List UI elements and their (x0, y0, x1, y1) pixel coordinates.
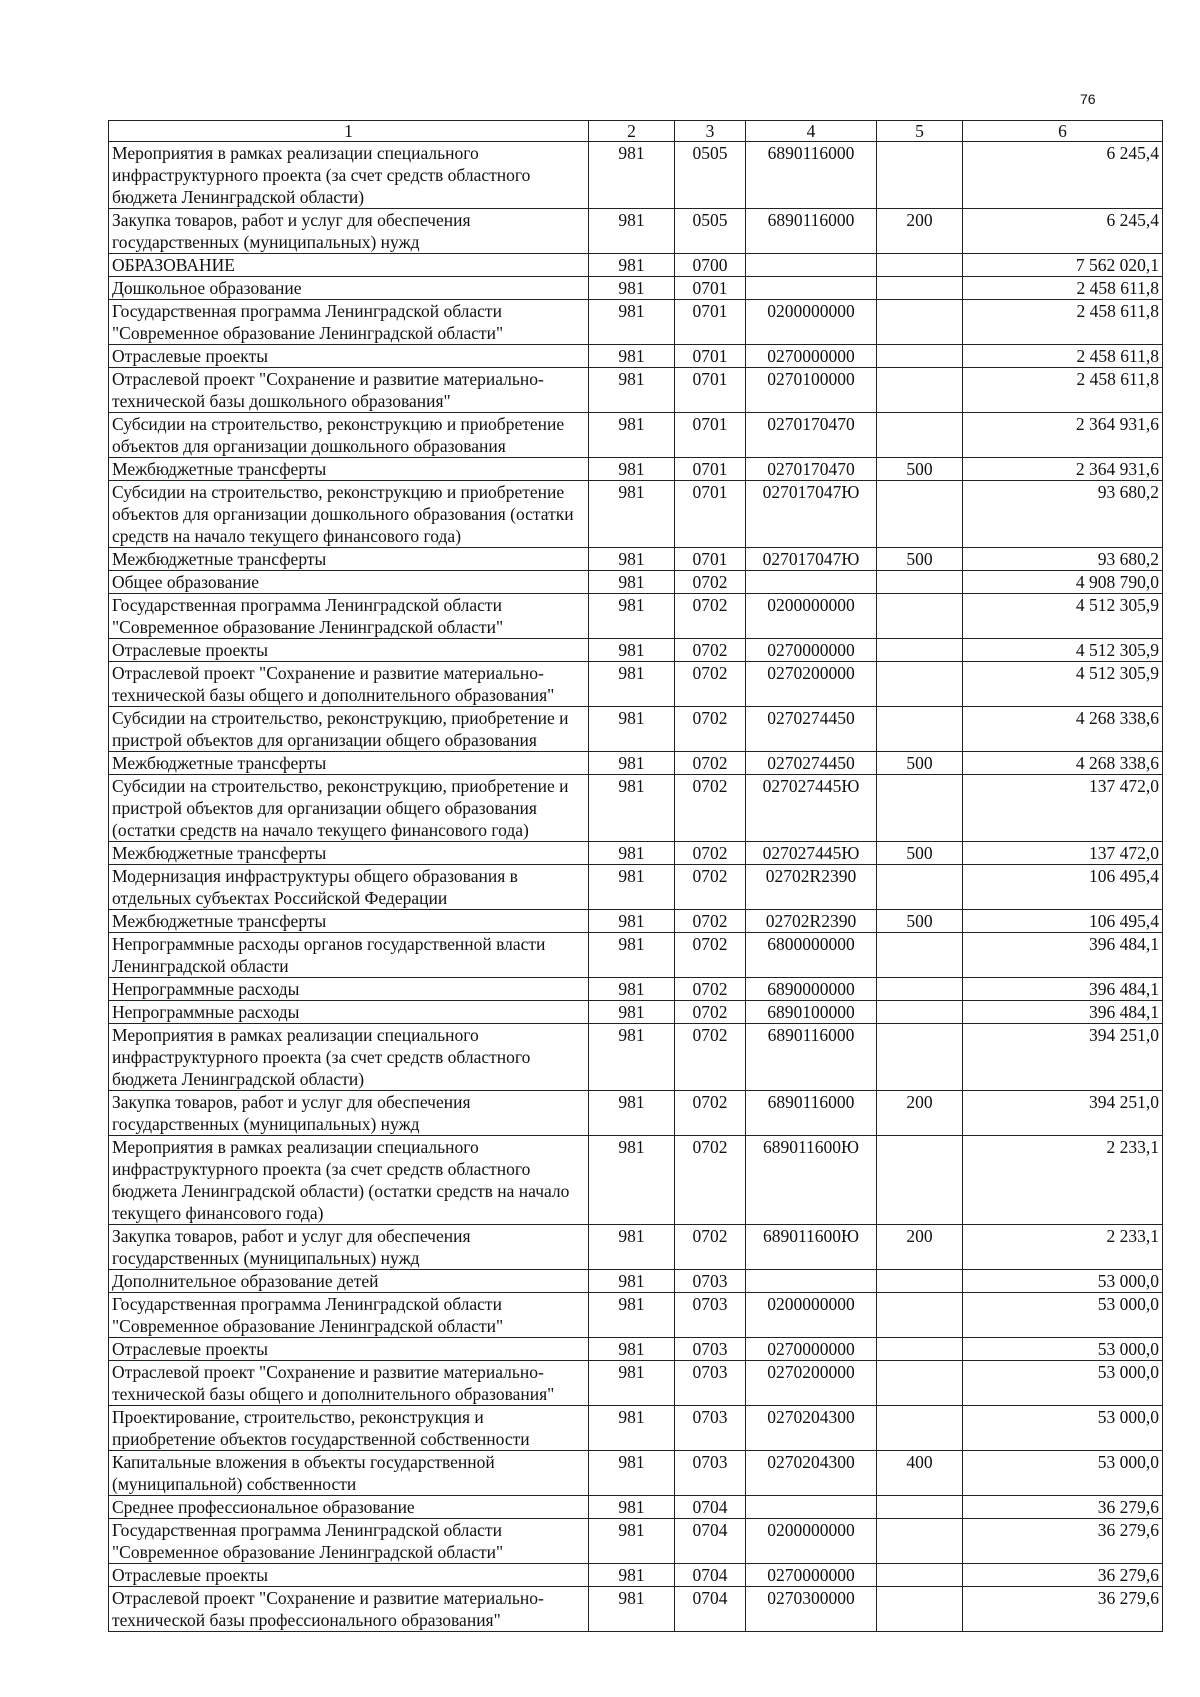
amount-cell: 53 000,0 (963, 1451, 1163, 1496)
amount-cell: 6 245,4 (963, 142, 1163, 209)
item-name-cell: Субсидии на строительство, реконструкцию и приобретение объектов для организации дошкольного образования (109, 413, 589, 458)
expense-type-code-cell (877, 978, 963, 1001)
ministry-code-cell: 981 (589, 639, 675, 662)
ministry-code-cell: 981 (589, 707, 675, 752)
item-name-cell: Межбюджетные трансферты (109, 458, 589, 481)
table-row (109, 842, 1163, 865)
expense-type-code-cell (877, 1136, 963, 1225)
expense-type-code-cell (877, 300, 963, 345)
item-name-cell: Мероприятия в рамках реализации специального инфраструктурного проекта (за счет средств областного бюджета Ленинградской области) (109, 1024, 589, 1091)
section-code-cell: 0701 (675, 481, 746, 548)
item-name-cell: Проектирование, строительство, реконструкция и приобретение объектов государственной собственности (109, 1406, 589, 1451)
section-code-cell: 0702 (675, 933, 746, 978)
ministry-code-cell: 981 (589, 775, 675, 842)
target-article-code-cell: 0270274450 (746, 752, 877, 775)
target-article-code-cell: 0270000000 (746, 639, 877, 662)
section-code-cell: 0702 (675, 910, 746, 933)
amount-cell: 394 251,0 (963, 1091, 1163, 1136)
amount-cell: 53 000,0 (963, 1406, 1163, 1451)
item-name-cell: ОБРАЗОВАНИЕ (109, 254, 589, 277)
item-name-cell: Государственная программа Ленинградской области "Современное образование Ленинградской области" (109, 300, 589, 345)
amount-cell: 36 279,6 (963, 1587, 1163, 1632)
amount-cell: 2 233,1 (963, 1136, 1163, 1225)
amount-cell: 2 458 611,8 (963, 368, 1163, 413)
ministry-code-cell: 981 (589, 978, 675, 1001)
amount-cell: 394 251,0 (963, 1024, 1163, 1091)
table-row (109, 1270, 1163, 1293)
amount-cell: 53 000,0 (963, 1361, 1163, 1406)
section-code-cell: 0702 (675, 978, 746, 1001)
expense-type-code-cell (877, 254, 963, 277)
item-name-cell: Дошкольное образование (109, 277, 589, 300)
section-code-cell: 0702 (675, 752, 746, 775)
expense-type-code-cell (877, 345, 963, 368)
table-row (109, 1519, 1163, 1564)
ministry-code-cell: 981 (589, 277, 675, 300)
table-row (109, 1496, 1163, 1519)
section-code-cell: 0702 (675, 865, 746, 910)
amount-cell: 53 000,0 (963, 1270, 1163, 1293)
item-name-cell: Общее образование (109, 571, 589, 594)
item-name-cell: Межбюджетные трансферты (109, 548, 589, 571)
ministry-code-cell: 981 (589, 1136, 675, 1225)
section-code-cell: 0701 (675, 368, 746, 413)
expense-type-code-cell (877, 142, 963, 209)
section-code-cell: 0702 (675, 775, 746, 842)
ministry-code-cell: 981 (589, 1270, 675, 1293)
ministry-code-cell: 981 (589, 842, 675, 865)
item-name-cell: Отраслевые проекты (109, 1338, 589, 1361)
column-header-2: 2 (589, 121, 675, 142)
amount-cell: 2 233,1 (963, 1225, 1163, 1270)
table-row (109, 662, 1163, 707)
section-code-cell: 0704 (675, 1587, 746, 1632)
ministry-code-cell: 981 (589, 458, 675, 481)
ministry-code-cell: 981 (589, 481, 675, 548)
item-name-cell: Межбюджетные трансферты (109, 752, 589, 775)
item-name-cell: Отраслевой проект "Сохранение и развитие материально- технической базы общего и дополнительного образования" (109, 1361, 589, 1406)
table-row (109, 142, 1163, 209)
section-code-cell: 0702 (675, 1024, 746, 1091)
section-code-cell: 0702 (675, 1225, 746, 1270)
expense-type-code-cell (877, 1293, 963, 1338)
section-code-cell: 0702 (675, 571, 746, 594)
ministry-code-cell: 981 (589, 1001, 675, 1024)
section-code-cell: 0702 (675, 662, 746, 707)
target-article-code-cell: 6890000000 (746, 978, 877, 1001)
expense-type-code-cell (877, 639, 963, 662)
item-name-cell: Государственная программа Ленинградской области "Современное образование Ленинградской области" (109, 1519, 589, 1564)
item-name-cell: Непрограммные расходы органов государственной власти Ленинградской области (109, 933, 589, 978)
budget-table (108, 120, 1163, 1632)
ministry-code-cell: 981 (589, 865, 675, 910)
target-article-code-cell: 0270000000 (746, 1338, 877, 1361)
expense-type-code-cell (877, 1519, 963, 1564)
ministry-code-cell: 981 (589, 1293, 675, 1338)
target-article-code-cell: 0270204300 (746, 1451, 877, 1496)
expense-type-code-cell (877, 1496, 963, 1519)
table-row (109, 548, 1163, 571)
item-name-cell: Мероприятия в рамках реализации специального инфраструктурного проекта (за счет средств областного бюджета Ленинградской области) (109, 142, 589, 209)
item-name-cell: Субсидии на строительство, реконструкцию, приобретение и пристрой объектов для организации общего образования (109, 707, 589, 752)
expense-type-code-cell (877, 662, 963, 707)
expense-type-code-cell (877, 1338, 963, 1361)
amount-cell: 4 512 305,9 (963, 594, 1163, 639)
table-row (109, 707, 1163, 752)
expense-type-code-cell (877, 594, 963, 639)
expense-type-code-cell (877, 413, 963, 458)
ministry-code-cell: 981 (589, 1519, 675, 1564)
section-code-cell: 0703 (675, 1451, 746, 1496)
amount-cell: 4 268 338,6 (963, 707, 1163, 752)
section-code-cell: 0702 (675, 594, 746, 639)
target-article-code-cell (746, 1270, 877, 1293)
table-row (109, 345, 1163, 368)
target-article-code-cell: 6890116000 (746, 1091, 877, 1136)
section-code-cell: 0703 (675, 1406, 746, 1451)
section-code-cell: 0702 (675, 842, 746, 865)
table-row (109, 933, 1163, 978)
table-row (109, 458, 1163, 481)
table-row (109, 1451, 1163, 1496)
target-article-code-cell: 0270300000 (746, 1587, 877, 1632)
item-name-cell: Отраслевые проекты (109, 1564, 589, 1587)
amount-cell: 2 458 611,8 (963, 300, 1163, 345)
ministry-code-cell: 981 (589, 142, 675, 209)
column-header-6: 6 (963, 121, 1163, 142)
item-name-cell: Государственная программа Ленинградской области "Современное образование Ленинградской области" (109, 594, 589, 639)
target-article-code-cell: 6800000000 (746, 933, 877, 978)
amount-cell: 2 458 611,8 (963, 277, 1163, 300)
amount-cell: 4 268 338,6 (963, 752, 1163, 775)
table-row (109, 775, 1163, 842)
item-name-cell: Отраслевой проект "Сохранение и развитие материально- технической базы профессионального образования" (109, 1587, 589, 1632)
amount-cell: 396 484,1 (963, 1001, 1163, 1024)
table-row (109, 865, 1163, 910)
item-name-cell: Субсидии на строительство, реконструкцию и приобретение объектов для организации дошкольного образования (остатки средств на начало текущего финансового года) (109, 481, 589, 548)
table-row (109, 481, 1163, 548)
item-name-cell: Отраслевой проект "Сохранение и развитие материально- технической базы общего и дополнительного образования" (109, 662, 589, 707)
item-name-cell: Закупка товаров, работ и услуг для обеспечения государственных (муниципальных) нужд (109, 1091, 589, 1136)
table-row (109, 571, 1163, 594)
section-code-cell: 0704 (675, 1519, 746, 1564)
amount-cell: 7 562 020,1 (963, 254, 1163, 277)
target-article-code-cell: 027027445Ю (746, 775, 877, 842)
expense-type-code-cell: 500 (877, 458, 963, 481)
item-name-cell: Государственная программа Ленинградской области "Современное образование Ленинградской области" (109, 1293, 589, 1338)
target-article-code-cell: 0200000000 (746, 1293, 877, 1338)
expense-type-code-cell: 500 (877, 752, 963, 775)
amount-cell: 4 512 305,9 (963, 662, 1163, 707)
table-row (109, 1293, 1163, 1338)
target-article-code-cell (746, 277, 877, 300)
item-name-cell: Мероприятия в рамках реализации специального инфраструктурного проекта (за счет средств областного бюджета Ленинградской области) (остатки средств на начало текущего финансового года) (109, 1136, 589, 1225)
ministry-code-cell: 981 (589, 752, 675, 775)
section-code-cell: 0701 (675, 300, 746, 345)
target-article-code-cell (746, 1496, 877, 1519)
table-row (109, 1361, 1163, 1406)
ministry-code-cell: 981 (589, 910, 675, 933)
target-article-code-cell (746, 571, 877, 594)
target-article-code-cell: 0270274450 (746, 707, 877, 752)
expense-type-code-cell (877, 1564, 963, 1587)
item-name-cell: Капитальные вложения в объекты государственной (муниципальной) собственности (109, 1451, 589, 1496)
table-row (109, 1338, 1163, 1361)
section-code-cell: 0702 (675, 1136, 746, 1225)
ministry-code-cell: 981 (589, 933, 675, 978)
item-name-cell: Модернизация инфраструктуры общего образования в отдельных субъектах Российской Федерации (109, 865, 589, 910)
expense-type-code-cell (877, 1270, 963, 1293)
amount-cell: 4 908 790,0 (963, 571, 1163, 594)
ministry-code-cell: 981 (589, 1496, 675, 1519)
amount-cell: 36 279,6 (963, 1564, 1163, 1587)
target-article-code-cell: 0270170470 (746, 458, 877, 481)
section-code-cell: 0701 (675, 277, 746, 300)
amount-cell: 137 472,0 (963, 842, 1163, 865)
amount-cell: 2 364 931,6 (963, 413, 1163, 458)
section-code-cell: 0701 (675, 413, 746, 458)
table-row (109, 413, 1163, 458)
amount-cell: 396 484,1 (963, 978, 1163, 1001)
expense-type-code-cell (877, 571, 963, 594)
table-row (109, 978, 1163, 1001)
target-article-code-cell: 6890100000 (746, 1001, 877, 1024)
section-code-cell: 0703 (675, 1361, 746, 1406)
target-article-code-cell: 0270100000 (746, 368, 877, 413)
section-code-cell: 0702 (675, 1091, 746, 1136)
item-name-cell: Отраслевые проекты (109, 345, 589, 368)
target-article-code-cell: 0270000000 (746, 1564, 877, 1587)
table-row (109, 639, 1163, 662)
expense-type-code-cell: 200 (877, 1225, 963, 1270)
section-code-cell: 0703 (675, 1270, 746, 1293)
table-row (109, 910, 1163, 933)
expense-type-code-cell (877, 1024, 963, 1091)
table-row (109, 1225, 1163, 1270)
amount-cell: 93 680,2 (963, 548, 1163, 571)
column-header-3: 3 (675, 121, 746, 142)
expense-type-code-cell: 500 (877, 910, 963, 933)
target-article-code-cell: 6890116000 (746, 209, 877, 254)
expense-type-code-cell (877, 368, 963, 413)
expense-type-code-cell (877, 1406, 963, 1451)
target-article-code-cell: 0270170470 (746, 413, 877, 458)
expense-type-code-cell: 400 (877, 1451, 963, 1496)
section-code-cell: 0701 (675, 345, 746, 368)
table-row (109, 1001, 1163, 1024)
section-code-cell: 0702 (675, 707, 746, 752)
ministry-code-cell: 981 (589, 300, 675, 345)
table-row (109, 254, 1163, 277)
amount-cell: 106 495,4 (963, 865, 1163, 910)
item-name-cell: Среднее профессиональное образование (109, 1496, 589, 1519)
section-code-cell: 0700 (675, 254, 746, 277)
expense-type-code-cell (877, 277, 963, 300)
ministry-code-cell: 981 (589, 1361, 675, 1406)
ministry-code-cell: 981 (589, 254, 675, 277)
section-code-cell: 0702 (675, 639, 746, 662)
expense-type-code-cell (877, 707, 963, 752)
target-article-code-cell: 6890116000 (746, 1024, 877, 1091)
section-code-cell: 0505 (675, 209, 746, 254)
column-header-1: 1 (109, 121, 589, 142)
expense-type-code-cell (877, 1587, 963, 1632)
section-code-cell: 0701 (675, 548, 746, 571)
item-name-cell: Закупка товаров, работ и услуг для обеспечения государственных (муниципальных) нужд (109, 209, 589, 254)
target-article-code-cell: 689011600Ю (746, 1225, 877, 1270)
ministry-code-cell: 981 (589, 413, 675, 458)
section-code-cell: 0704 (675, 1496, 746, 1519)
expense-type-code-cell: 200 (877, 209, 963, 254)
table-row (109, 209, 1163, 254)
section-code-cell: 0703 (675, 1338, 746, 1361)
ministry-code-cell: 981 (589, 1225, 675, 1270)
target-article-code-cell: 0270000000 (746, 345, 877, 368)
table-row (109, 1564, 1163, 1587)
ministry-code-cell: 981 (589, 345, 675, 368)
target-article-code-cell: 027017047Ю (746, 548, 877, 571)
amount-cell: 36 279,6 (963, 1496, 1163, 1519)
table-row (109, 752, 1163, 775)
table-row (109, 1024, 1163, 1091)
table-row (109, 1091, 1163, 1136)
item-name-cell: Отраслевой проект "Сохранение и развитие материально- технической базы дошкольного образования" (109, 368, 589, 413)
table-row (109, 368, 1163, 413)
target-article-code-cell: 0200000000 (746, 300, 877, 345)
target-article-code-cell: 0200000000 (746, 1519, 877, 1564)
ministry-code-cell: 981 (589, 1564, 675, 1587)
ministry-code-cell: 981 (589, 1091, 675, 1136)
table-row (109, 594, 1163, 639)
ministry-code-cell: 981 (589, 594, 675, 639)
target-article-code-cell: 689011600Ю (746, 1136, 877, 1225)
ministry-code-cell: 981 (589, 1338, 675, 1361)
amount-cell: 2 364 931,6 (963, 458, 1163, 481)
item-name-cell: Дополнительное образование детей (109, 1270, 589, 1293)
expense-type-code-cell (877, 1361, 963, 1406)
item-name-cell: Отраслевые проекты (109, 639, 589, 662)
item-name-cell: Межбюджетные трансферты (109, 910, 589, 933)
table-row (109, 1406, 1163, 1451)
section-code-cell: 0505 (675, 142, 746, 209)
ministry-code-cell: 981 (589, 1451, 675, 1496)
header-row (109, 121, 1163, 142)
section-code-cell: 0703 (675, 1293, 746, 1338)
expense-type-code-cell (877, 865, 963, 910)
amount-cell: 396 484,1 (963, 933, 1163, 978)
amount-cell: 6 245,4 (963, 209, 1163, 254)
amount-cell: 137 472,0 (963, 775, 1163, 842)
amount-cell: 36 279,6 (963, 1519, 1163, 1564)
section-code-cell: 0701 (675, 458, 746, 481)
section-code-cell: 0702 (675, 1001, 746, 1024)
target-article-code-cell: 02702R2390 (746, 910, 877, 933)
target-article-code-cell: 6890116000 (746, 142, 877, 209)
table-row (109, 300, 1163, 345)
expense-type-code-cell (877, 481, 963, 548)
amount-cell: 53 000,0 (963, 1338, 1163, 1361)
ministry-code-cell: 981 (589, 548, 675, 571)
page-number: 76 (1080, 91, 1096, 107)
ministry-code-cell: 981 (589, 1406, 675, 1451)
expense-type-code-cell (877, 775, 963, 842)
target-article-code-cell: 0200000000 (746, 594, 877, 639)
item-name-cell: Закупка товаров, работ и услуг для обеспечения государственных (муниципальных) нужд (109, 1225, 589, 1270)
expense-type-code-cell (877, 1001, 963, 1024)
target-article-code-cell: 0270204300 (746, 1406, 877, 1451)
amount-cell: 53 000,0 (963, 1293, 1163, 1338)
amount-cell: 2 458 611,8 (963, 345, 1163, 368)
ministry-code-cell: 981 (589, 1587, 675, 1632)
amount-cell: 93 680,2 (963, 481, 1163, 548)
expense-type-code-cell: 500 (877, 548, 963, 571)
section-code-cell: 0704 (675, 1564, 746, 1587)
ministry-code-cell: 981 (589, 368, 675, 413)
target-article-code-cell: 027017047Ю (746, 481, 877, 548)
target-article-code-cell: 0270200000 (746, 662, 877, 707)
expense-type-code-cell: 200 (877, 1091, 963, 1136)
item-name-cell: Непрограммные расходы (109, 1001, 589, 1024)
amount-cell: 106 495,4 (963, 910, 1163, 933)
item-name-cell: Непрограммные расходы (109, 978, 589, 1001)
column-header-5: 5 (877, 121, 963, 142)
table-row (109, 1136, 1163, 1225)
target-article-code-cell (746, 254, 877, 277)
expense-type-code-cell: 500 (877, 842, 963, 865)
item-name-cell: Межбюджетные трансферты (109, 842, 589, 865)
table-row (109, 277, 1163, 300)
ministry-code-cell: 981 (589, 571, 675, 594)
column-header-4: 4 (746, 121, 877, 142)
expense-type-code-cell (877, 933, 963, 978)
item-name-cell: Субсидии на строительство, реконструкцию, приобретение и пристрой объектов для организации общего образования (остатки средств на начало текущего финансового года) (109, 775, 589, 842)
target-article-code-cell: 0270200000 (746, 1361, 877, 1406)
amount-cell: 4 512 305,9 (963, 639, 1163, 662)
target-article-code-cell: 02702R2390 (746, 865, 877, 910)
table-row (109, 1587, 1163, 1632)
ministry-code-cell: 981 (589, 1024, 675, 1091)
ministry-code-cell: 981 (589, 209, 675, 254)
target-article-code-cell: 027027445Ю (746, 842, 877, 865)
ministry-code-cell: 981 (589, 662, 675, 707)
